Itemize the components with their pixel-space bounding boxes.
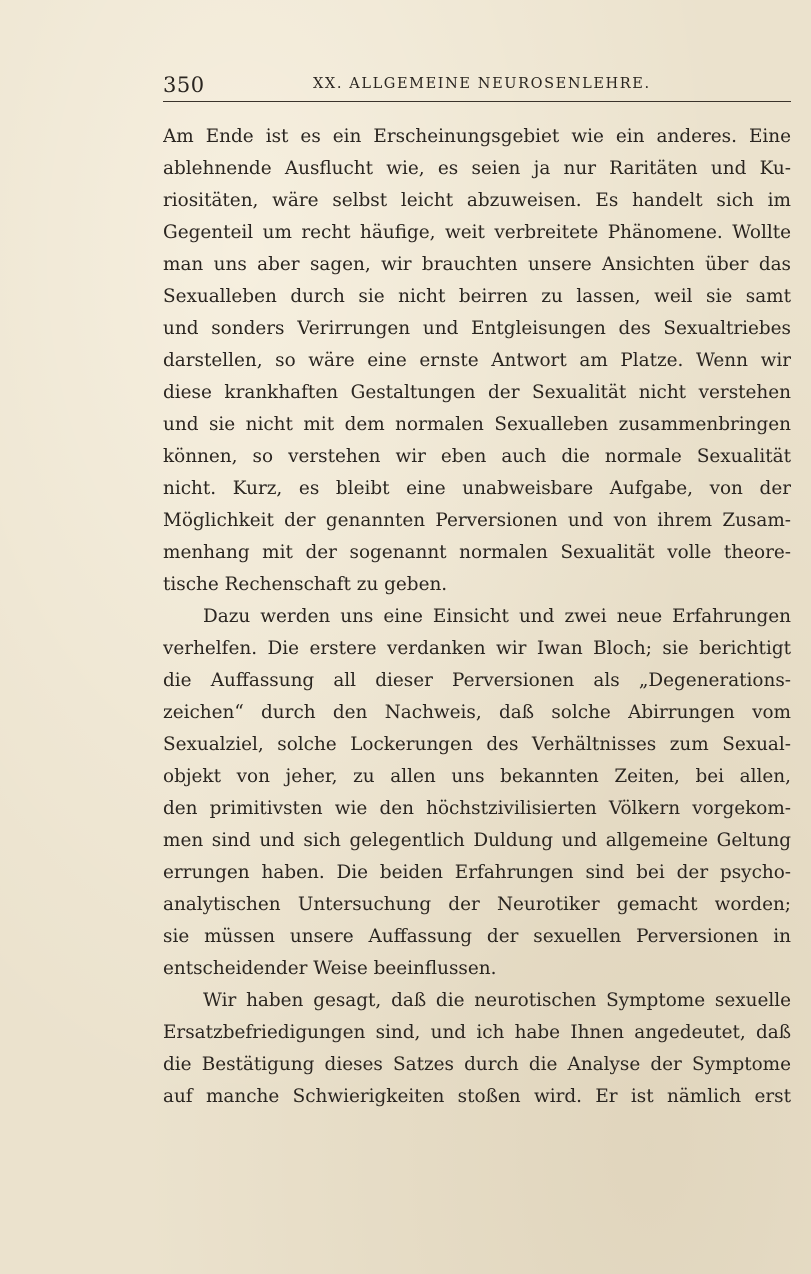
text-line: analytischen Untersuchung der Neurotiker gemacht worden; <box>163 894 791 915</box>
text-line: tische Rechenschaft zu geben. <box>163 574 448 595</box>
text-line: sie müssen unsere Auffassung der sexuellen Perversionen in <box>163 926 791 947</box>
running-head: XX. ALLGEMEINE NEUROSENLEHRE. <box>313 76 651 92</box>
text-line: Sexualziel, solche Lockerungen des Verhältnisses zum Sexual- <box>163 734 791 755</box>
text-line: auf manche Schwierigkeiten stoßen wird. Er ist nämlich erst <box>163 1086 791 1107</box>
text-line: errungen haben. Die beiden Erfahrungen sind bei der psycho- <box>163 862 791 883</box>
text-line: zeichen“ durch den Nachweis, daß solche Abirrungen vom <box>163 702 791 723</box>
text-line: nicht. Kurz, es bleibt eine unabweisbare Aufgabe, von der <box>163 478 791 499</box>
text-line: entscheidender Weise beeinflussen. <box>163 958 497 979</box>
text-line: und sonders Verirrungen und Entgleisungen des Sexualtriebes <box>163 318 791 339</box>
text-line: men sind und sich gelegentlich Duldung und allgemeine Geltung <box>163 830 791 851</box>
text-line: können, so verstehen wir eben auch die normale Sexualität <box>163 446 791 467</box>
body-text <box>163 121 791 1113</box>
text-line: Am Ende ist es ein Erscheinungsgebiet wie ein anderes. Eine <box>163 126 791 147</box>
text-line: Ersatzbefriedigungen sind, und ich habe Ihnen angedeutet, daß <box>163 1022 791 1043</box>
text-line: Gegenteil um recht häufige, weit verbreitete Phänomene. Wollte <box>163 222 791 243</box>
text-line: ablehnende Ausflucht wie, es seien ja nur Raritäten und Ku- <box>163 158 791 179</box>
text-line: riositäten, wäre selbst leicht abzuweisen. Es handelt sich im <box>163 190 791 211</box>
text-line: verhelfen. Die erstere verdanken wir Iwan Bloch; sie berichtigt <box>163 638 791 659</box>
text-line: und sie nicht mit dem normalen Sexualleben zusammenbringen <box>163 414 791 435</box>
text-line: Dazu werden uns eine Einsicht und zwei neue Erfahrungen <box>203 606 791 627</box>
text-line: die Bestätigung dieses Satzes durch die Analyse der Symptome <box>163 1054 791 1075</box>
page-header <box>163 70 791 100</box>
text-line: darstellen, so wäre eine ernste Antwort am Platze. Wenn wir <box>163 350 791 371</box>
text-line: menhang mit der sogenannt normalen Sexualität volle theore- <box>163 542 791 563</box>
header-rule <box>163 101 791 102</box>
text-line: den primitivsten wie den höchstzivilisierten Völkern vorgekom- <box>163 798 791 819</box>
text-line: Sexualleben durch sie nicht beirren zu lassen, weil sie samt <box>163 286 791 307</box>
text-line: Wir haben gesagt, daß die neurotischen Symptome sexuelle <box>203 990 791 1011</box>
page-number: 350 <box>163 73 205 97</box>
text-line: die Auffassung all dieser Perversionen als „Degenerations- <box>163 670 791 691</box>
text-line: objekt von jeher, zu allen uns bekannten Zeiten, bei allen, <box>163 766 791 787</box>
text-line: man uns aber sagen, wir brauchten unsere Ansichten über das <box>163 254 791 275</box>
text-line: Möglichkeit der genannten Perversionen und von ihrem Zusam- <box>163 510 791 531</box>
text-line: diese krankhaften Gestaltungen der Sexualität nicht verstehen <box>163 382 791 403</box>
